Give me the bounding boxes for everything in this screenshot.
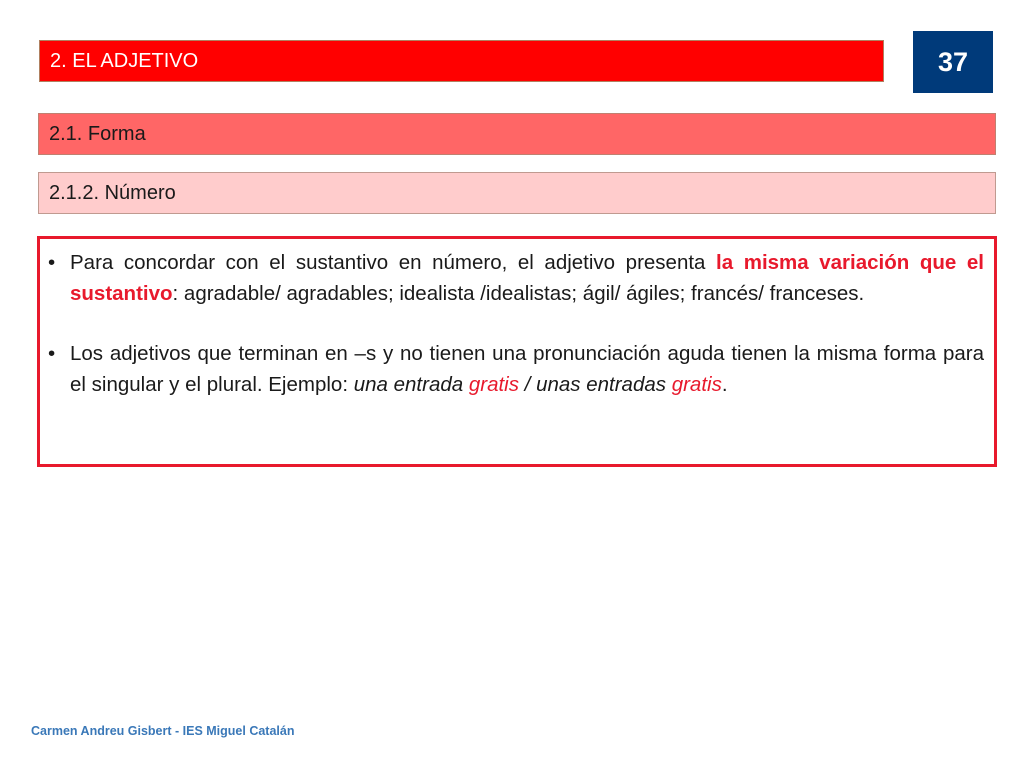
slide-title-bar xyxy=(39,40,884,82)
content-box xyxy=(37,236,997,467)
bullet-text: Para concordar con el sustantivo en número, el adjetivo presenta xyxy=(70,251,717,274)
example-text: / unas entradas xyxy=(518,373,672,396)
footer-credit: Carmen Andreu Gisbert - IES Miguel Catalán xyxy=(31,724,295,738)
subsection-bar xyxy=(38,172,996,214)
example-highlight: gratis xyxy=(468,373,519,396)
section-bar xyxy=(38,113,996,155)
example-text: una entrada xyxy=(353,373,469,396)
bullet-dot-icon: • xyxy=(48,342,56,365)
bullet-text: Los adjetivos que terminan en –s y no tienen una pronunciación aguda tienen la misma forma para el singular y el plural. Ejemplo: xyxy=(70,342,984,396)
highlight-text: la misma variación que el sustantivo xyxy=(70,251,984,305)
slide-title: 2. EL ADJETIVO xyxy=(50,49,199,72)
bullet-item xyxy=(48,247,984,309)
section-title: 2.1. Forma xyxy=(49,122,146,145)
bullet-dot-icon: • xyxy=(48,251,56,274)
example-highlight: gratis xyxy=(671,373,722,396)
bullet-text: . xyxy=(721,373,728,396)
subsection-title: 2.1.2. Número xyxy=(49,181,176,204)
page-number-badge xyxy=(913,31,993,93)
bullet-item xyxy=(48,338,984,400)
bullet-text: : agradable/ agradables; idealista /idealistas; ágil/ ágiles; francés/ franceses. xyxy=(172,282,865,305)
page-number: 37 xyxy=(937,46,969,77)
